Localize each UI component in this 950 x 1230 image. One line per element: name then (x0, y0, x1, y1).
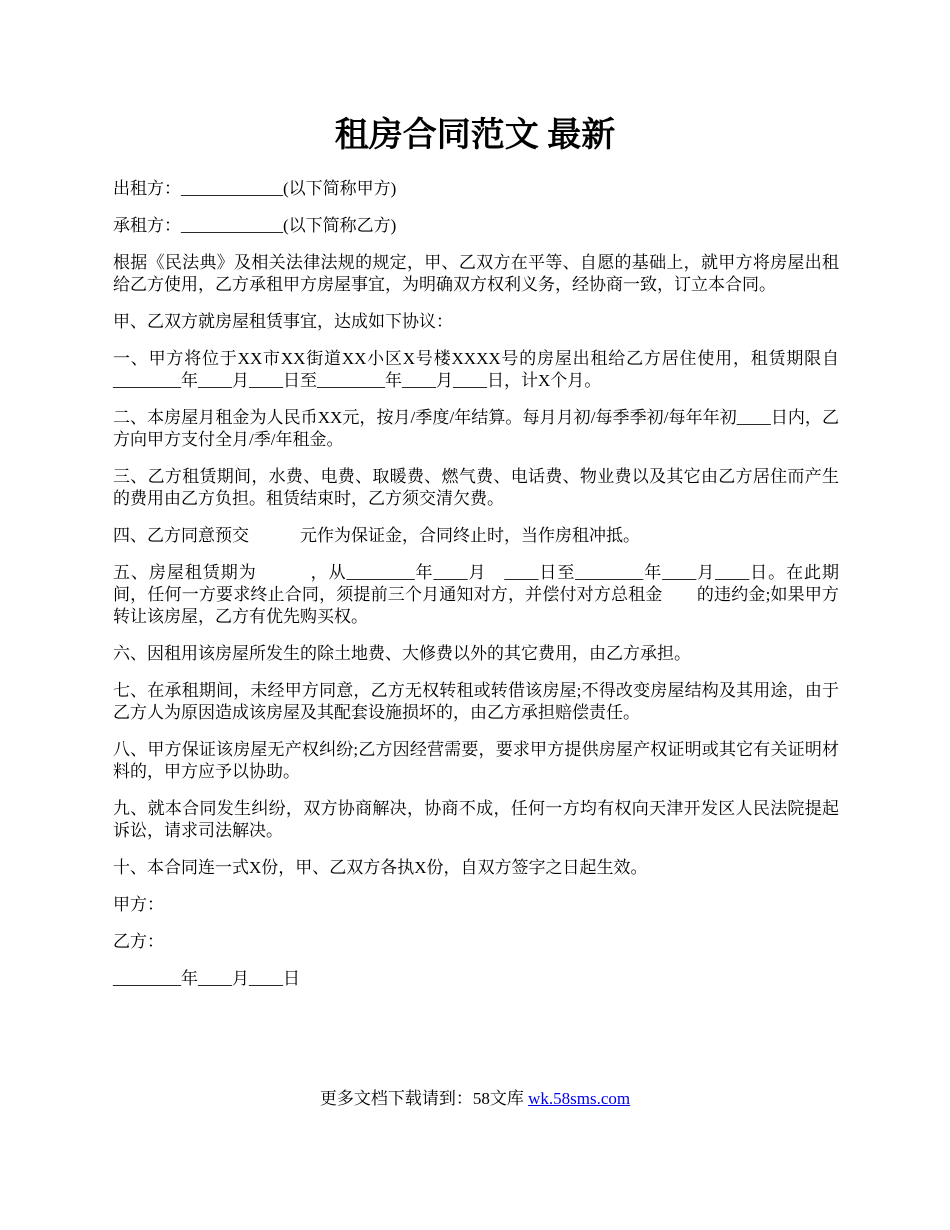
clause-2: 二、本房屋月租金为人民币XX元，按月/季度/年结算。每月月初/每季季初/每年年初____日内，乙方向甲方支付全月/季/年租金。 (113, 408, 839, 449)
party-b-signature: 乙方： (113, 932, 164, 951)
clause-7: 七、在承租期间，未经甲方同意，乙方无权转租或转借该房屋;不得改变房屋结构及其用途，由于乙方人为原因造成该房屋及其配套设施损坏的，由乙方承担赔偿责任。 (113, 681, 839, 722)
footer-prefix: 更多文档下载请到：58文库 (319, 1089, 529, 1108)
footer-link[interactable]: wk.58sms.com (528, 1089, 631, 1108)
clause-5: 五、房屋租赁期为 ，从________年____月 ____日至________年____月____日。在此期间，任何一方要求终止合同，须提前三个月通知对方，并偿付对方总租金 的违约金;如果甲方转让该房屋，乙方有优先购买权。 (113, 563, 839, 626)
preamble-paragraph: 根据《民法典》及相关法律法规的规定，甲、乙双方在平等、自愿的基础上，就甲方将房屋出租给乙方使用，乙方承租甲方房屋事宜，为明确双方权利义务，经协商一致，订立本合同。 (113, 253, 839, 294)
download-footer (0, 1088, 950, 1110)
clause-8: 八、甲方保证该房屋无产权纠纷;乙方因经营需要，要求甲方提供房屋产权证明或其它有关证明材料的，甲方应予以协助。 (113, 740, 839, 781)
clause-9: 九、就本合同发生纠纷，双方协商解决，协商不成，任何一方均有权向天津开发区人民法院提起诉讼，请求司法解决。 (113, 799, 839, 840)
document-title: 租房合同范文 最新 (334, 117, 616, 154)
document-body (113, 178, 839, 1005)
clause-4: 四、乙方同意预交 元作为保证金，合同终止时，当作房租冲抵。 (113, 526, 640, 545)
agreement-intro: 甲、乙双方就房屋租赁事宜，达成如下协议： (113, 312, 453, 331)
clause-1: 一、甲方将位于XX市XX街道XX小区X号楼XXXX号的房屋出租给乙方居住使用，租赁期限自________年____月____日至________年____月____日，计X个月。 (113, 349, 839, 390)
clause-3: 三、乙方租赁期间，水费、电费、取暖费、燃气费、电话费、物业费以及其它由乙方居住而产生的费用由乙方负担。租赁结束时，乙方须交清欠费。 (113, 467, 839, 508)
clause-6: 六、因租用该房屋所发生的除土地费、大修费以外的其它费用，由乙方承担。 (113, 644, 691, 663)
lessor-line: 出租方：____________(以下简称甲方) (113, 179, 397, 198)
signature-date: ________年____月____日 (113, 969, 300, 988)
party-a-signature: 甲方： (113, 895, 164, 914)
lessee-line: 承租方：____________(以下简称乙方) (113, 216, 397, 235)
clause-10: 十、本合同连一式X份，甲、乙双方各执X份，自双方签字之日起生效。 (113, 858, 648, 877)
